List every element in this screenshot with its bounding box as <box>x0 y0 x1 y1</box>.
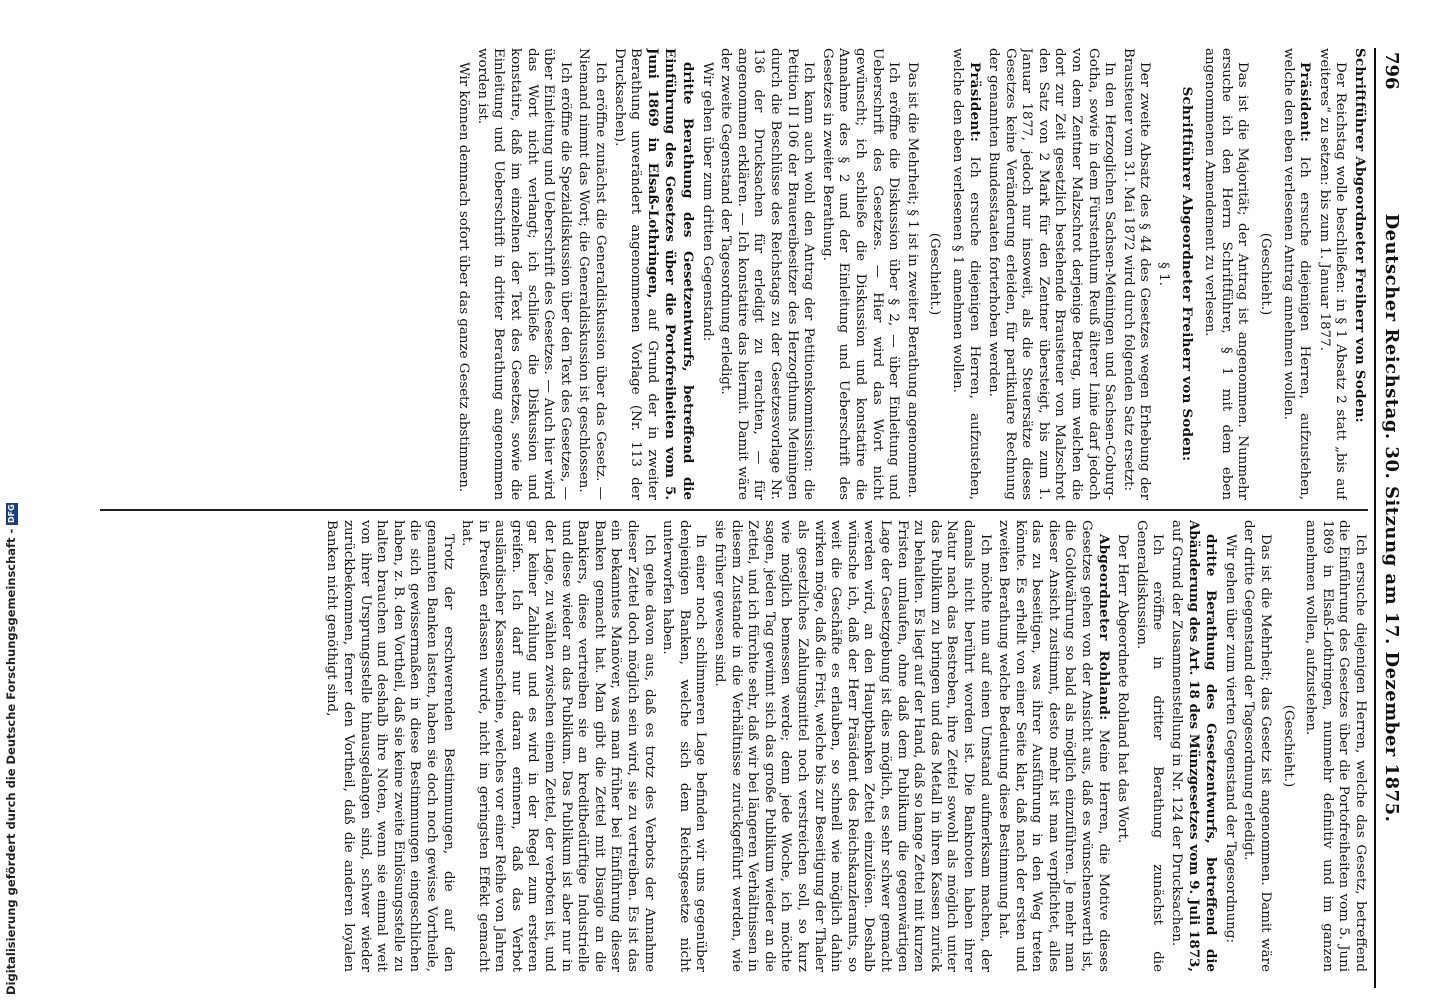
paragraph: Ich eröffne die Spezialdiskussion über den Text des Gesetzes, — über Einleitung und Ueberschrift des Gesetzes. — Auch hier wird das Wort nicht verlangt; ich schließe die Diskussion und konstatire, daß im einzelnen der Text des Gesetzes, sowie die Einleitung und Ueberschrift in dritter Berathung angenommen worden ist. <box>474 48 573 500</box>
paragraph: Ich eröffne zunächst die Generaldiskussion über das Gesetz. — Niemand nimmt das Wort; die Generaldiskussion ist geschlossen. <box>576 48 609 500</box>
paragraph: Ich eröffne in dritter Berathung zunächst die Generaldiskussion. <box>1133 520 1166 972</box>
paragraph <box>1167 520 1219 972</box>
agenda-text: auf Grund der Zusammenstellung in Nr. 124 der Drucksachen. <box>1169 520 1185 947</box>
speaker-name: Präsident: <box>966 62 983 143</box>
stage-direction: (Geschieht.) <box>1280 704 1296 788</box>
speech-text: Meine Herren, die Motive dieses Gesetzes gehen von der Ansicht aus, daß es wünschenswerth ist, die Goldwährung so bald als möglich einzuführen. Je mehr man dieser Ansicht zustimmt, desto mehr ist man verpflichtet, alles das zu beseitigen, was ihrer Ausführung in den Weg treten könnte. Es erhellt von einer Seite klar, daß nach der ersten und zweiten Berathung welche Bedeutung diese Bestimmung hat. <box>996 520 1111 972</box>
speech-text: Ich ersuche diejenigen Herren, aufzustehen, welche den eben verlesenen Antrag annehmen wollen. <box>1280 48 1313 500</box>
right-column <box>100 520 1368 972</box>
paragraph: In einer noch schlimmeren Lage befinden wir uns gegenüber denjenigen Banken, welche sich dem Reichsgesetze nicht unterworfen haben. <box>660 520 709 972</box>
section-number: § 1. <box>1156 262 1172 286</box>
paragraph: Wir können demnach sofort über das ganze Gesetz abstimmen. <box>456 62 472 493</box>
paragraph: Der zweite Absatz des § 44 des Gesetzes wegen Erhebung der Brausteuer vom 31. Mai 1872 wird durch folgenden Satz ersetzt: <box>1120 48 1153 500</box>
paragraph: In den Herzoglichen Sachsen-Meiningen und Sachsen-Coburg-Gotha, sowie in dem Fürstenthum Reuß älterer Linie darf jedoch von dem Zentner Malzschrot derjenige Betrag, um welchen die dort zur Zeit gesetzlich bestehende Brausteuer von Malzschrot den Satz von 2 Mark für den Zentner übersteigt, bis zum 1. Januar 1877, jedoch nur insoweit, als die Steuersätze dieses Gesetzes keine Veränderung erleiden, für partikulare Rechnung der genannten Bundesstaaten forterhoben werden. <box>986 48 1118 500</box>
paragraph: Das ist die Mehrheit; das Gesetz ist angenommen. Damit wäre der dritte Gegenstand der Tagesordnung erledigt. <box>1241 520 1274 972</box>
agenda-text: auf Grund der in zweiter Berathung unverändert angenommenen Vorlage (Nr. 113 der Drucksachen). <box>611 48 660 500</box>
paragraph <box>1279 48 1313 500</box>
paragraph <box>1177 48 1195 500</box>
paragraph: Der Reichstag wolle beschließen: in § 1 Absatz 2 statt „bis auf weiteres“ zu setzen: bis zum 1. Januar 1877. <box>1316 48 1349 500</box>
left-column <box>100 48 1368 500</box>
paragraph: Ich möchte nun auf einen Umstand aufmerksam machen, der damals nicht berührt worden ist. Die Banknoten haben ihrer Natur nach das Bestreben, ihre Zettel sowohl als möglich unter das Publikum zu bringen und das Metall in ihren Kassen zurück zu behalten. Es liegt auf der Hand, daß so lange Zettel mit kurzen Fristen umlaufen, ohne daß dem Publikum die gegenwärtigen Lage der Gesetzgebung ist dies möglich, es sehr schwer gemacht werden wird, an den Hauptbanken Zettel einzulösen. Deshalb wünsche ich, daß der Herr Präsident des Reichskanzleramts, so weit die Geschäfte es erlauben, so schnell wie möglich dahin wirken möge, daß die Frist, welche bis zur Beseitigung der Thaler als gesetzliches Zahlungsmittel noch verstreichen soll, so kurz wie möglich bemessen werde; denn jede Woche, ich möchte sagen, jeden Tag gewinnt sich das große Publikum wieder an die Zettel, und ich fürchte sehr, daß wir bei längeren Verhältnissen in diesem Zustande in die Verhältnisse zurückgeführt werden, wie sie früher gewesen sind. <box>712 520 993 972</box>
speaker-name: Schriftführer Abgeordneter Freiherr von Soden: <box>1178 86 1195 462</box>
rotated-page <box>92 48 1402 988</box>
paragraph: Ich gehe davon aus, daß es trotz des Verbots der Annahme dieser Zettel doch möglich sein wird, sie zu vertreiben. Es ist das ein bekanntes Manöver, was man früher bei Einführung dieser Banken gemacht hat. Man gibt die Zettel mit Disagio an die Bankiers, diese vertreiben sie an kreditbedürftige Industrielle und diese wieder an das Publikum. Das Publikum ist aber nur in der Lage, zu wählen zwischen einem Zettel, der verboten ist, und gar keiner Zahlung und es wird in der Regel zum ersteren greifen. Ich darf nur daran erinnern, daß das Verbot ausländischer Kassenscheine, welches vor einer Reihe von Jahren in Preußen erlassen wurde, nicht im geringsten Effekt gemacht hat. <box>459 520 657 972</box>
paragraph: Wir gehen über zum dritten Gegenstand: <box>699 62 715 342</box>
paragraph <box>995 520 1112 972</box>
paragraph: Ich kann auch wohl den Antrag der Petitionskommission: die Petition II 106 der Brauereibesitzer des Herzogthums Meiningen durch die Beschlüsse des Reichstags zu der Gesetzesvorlage Nr. 136 der Drucksachen für erledigt zu erachten, — für angenommen erklären. — Ich konstatire das hiermit. Damit wäre der zweite Gegenstand der Tagesordnung erledigt. <box>718 48 817 500</box>
paragraph: Trotz der erschwerenden Bestimmungen, die auf den genannten Banken lasten, haben sie doch noch gewisse Vortheile, die sich gewissermaßen in diese Bestimmungen eingeschlichen haben, z. B. den Vortheil, daß sie keine zweite Einlösungsstelle zu halten brauchen und deshalb ihre Noten, wenn sie einmal weit von ihrer Ursprungsstelle hinausgelangen sind, schwer wieder zurückbekommen, ferner den Vortheil, daß die anderen loyalen Banken nicht genöthigt sind, <box>324 520 456 972</box>
paragraph: Der Herr Abgeordnete Rohland hat das Wort. <box>1115 534 1131 844</box>
stage-direction: (Geschieht.) <box>1258 232 1274 316</box>
dfg-logo: DFG <box>6 504 16 523</box>
agenda-item: dritte Berathung des Gesetzentwurfs, betreffend die Abänderung des Art. 18 des Münzgesetzes vom 9. Juli 1873, <box>1185 520 1220 972</box>
speech-text: Ich ersuche diejenigen Herren, aufzustehen, welche den eben verlesenen § 1 annehmen wollen. <box>949 48 982 500</box>
paragraph: Wir gehen über zum vierten Gegenstand der Tagesordnung: <box>1222 534 1238 943</box>
page-number: 796 <box>1381 52 1402 90</box>
credit-text: Digitalisierung gefördert durch die Deutsche Forschungsgemeinschaft - <box>4 528 18 995</box>
column-divider <box>100 509 1368 511</box>
agenda-item: dritte Berathung des Gesetzentwurfs, betreffend die Einführung des Gesetzes über die Portofreiheiten vom 5. Juni 1869 in Elsaß-Lothringen, <box>644 48 697 500</box>
speaker-name: Präsident: <box>1297 62 1314 143</box>
paragraph <box>948 48 982 500</box>
speaker-name: Schriftführer Abgeordneter Freiherr von Soden: <box>1352 48 1368 423</box>
paragraph <box>1350 48 1368 500</box>
page-title: Deutscher Reichstag. 30. Sitzung am 17. Dezember 1875. <box>1381 213 1402 823</box>
paragraph: Ich ersuche diejenigen Herren, welche das Gesetz, betreffend die Einführung des Gesetzes über die Portofreiheiten vom 5. Juni 1869 in Elsaß-Lothringen, nunmehr definitiv und im ganzen annehmen wollen, aufzustehen. <box>1303 520 1368 972</box>
paragraph: Ich eröffne die Diskussion über § 2, — über Einleitung und Ueberschrift des Gesetzes. — Hier wird das Wort nicht gewünscht; ich schließe die Diskussion und konstatire die Annahme des § 2 und der Einleitung und Ueberschrift des Gesetzes in zweiter Berathung. <box>819 48 902 500</box>
running-head <box>1374 48 1402 988</box>
stage-direction: (Geschieht.) <box>927 232 943 316</box>
paragraph: Das ist die Majorität; der Antrag ist angenommen. Nunmehr ersuche ich den Herrn Schriftführer, § 1 mit dem eben angenommenen Amendement zu verlesen. <box>1202 48 1251 500</box>
speaker-name: Abgeordneter Rohland: <box>1095 534 1112 721</box>
digitization-credit <box>4 504 20 995</box>
paragraph: Das ist die Mehrheit; § 1 ist in zweiter Berathung angenommen. <box>904 62 920 498</box>
paragraph <box>610 48 696 500</box>
